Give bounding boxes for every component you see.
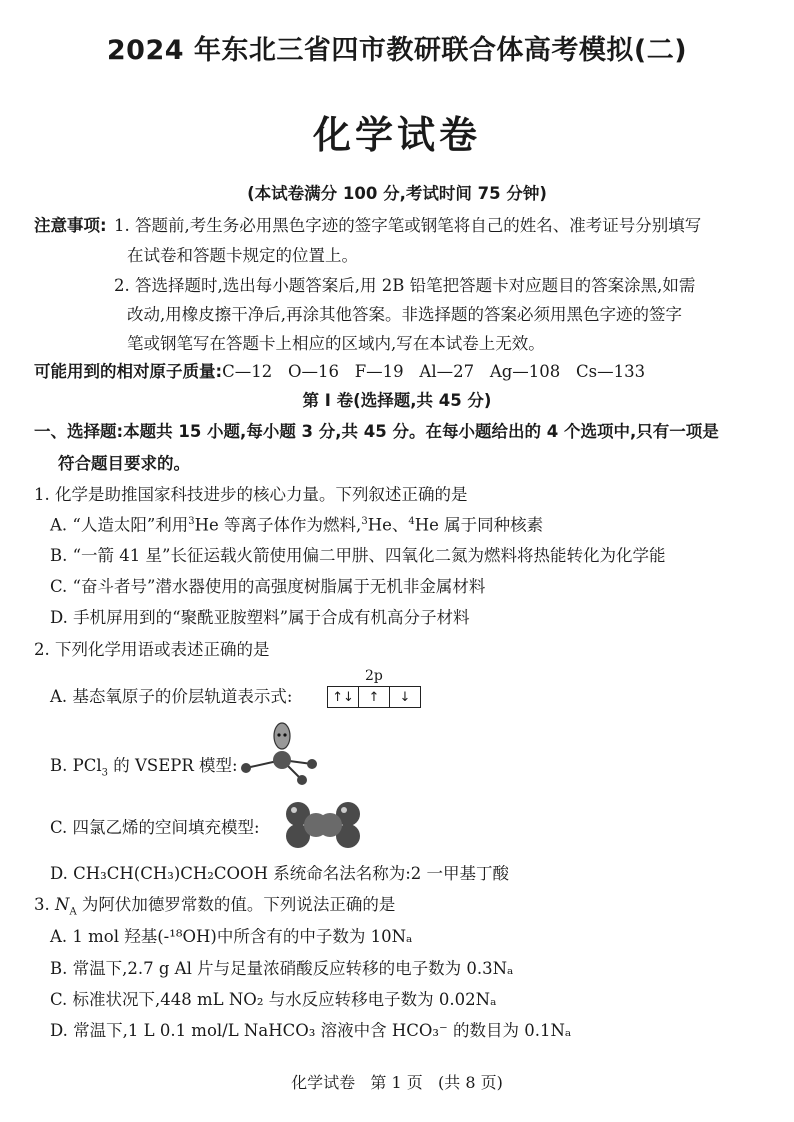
atomic-mass-label: 可能用到的相对原子质量: — [34, 362, 223, 381]
exam-title: 2024 年东北三省四市教研联合体高考模拟(二) — [106, 35, 688, 66]
q3-option-c: C. 标准状况下,448 mL NO₂ 与水反应转移电子数为 0.02Nₐ — [50, 990, 497, 1009]
lone-pair-dot — [283, 733, 286, 736]
highlight — [341, 807, 347, 813]
orbital-cell: ↑ — [359, 687, 390, 707]
outer-atom — [307, 759, 317, 769]
q2-option-a: A. 基态氧原子的价层轨道表示式: — [50, 687, 293, 706]
q3-option-d: D. 常温下,1 L 0.1 mol/L NaHCO₃ 溶液中含 HCO₃⁻ 的数目为 0.1Nₐ — [50, 1021, 572, 1040]
vsepr-model-image — [232, 722, 322, 788]
note-2-line-3: 笔或钢笔写在答题卡上相应的区域内,写在本试卷上无效。 — [127, 334, 545, 353]
exam-info: (本试卷满分 100 分,考试时间 75 分钟) — [247, 184, 547, 203]
orbital-label: 2p — [365, 668, 383, 684]
lone-pair-lobe — [274, 723, 290, 749]
q3-option-b: B. 常温下,2.7 g Al 片与足量浓硝酸反应转移的电子数为 0.3Nₐ — [50, 959, 514, 978]
page-footer: 化学试卷 第 1 页 (共 8 页) — [291, 1073, 503, 1092]
q1-option-a: A. “人造太阳”利用$^3$He 等离子体作为燃料,$^3$He、$^4$He 属于同种核素 — [50, 515, 544, 535]
note-1-line-1: 1. 答题前,考生务必用黑色字迹的签字笔或钢笔将自己的姓名、准考证号分别填写 — [114, 216, 702, 235]
note-2-line-1: 2. 答选择题时,选出每小题答案后,用 2B 铅笔把答题卡对应题目的答案涂黑,如需 — [114, 276, 696, 295]
orbital-diagram — [327, 686, 421, 708]
highlight — [291, 807, 297, 813]
q1-option-b: B. “一箭 41 星”长征运载火箭使用偏二甲肼、四氧化二氮为燃料将热能转化为化学能 — [50, 546, 666, 565]
note-2-line-2: 改动,用橡皮擦干净后,再涂其他答案。非选择题的答案必须用黑色字迹的签字 — [127, 305, 682, 324]
notes-label: 注意事项: — [34, 216, 107, 235]
outer-atom — [241, 763, 251, 773]
q1-stem: 1. 化学是助推国家科技进步的核心力量。下列叙述正确的是 — [34, 485, 468, 504]
section-1-intro-line-2: 符合题目要求的。 — [58, 454, 190, 473]
atomic-mass-values: C—12 O—16 F—19 Al—27 Ag—108 Cs—133 — [222, 362, 646, 381]
orbital-cell: ↓ — [399, 689, 411, 705]
note-1-line-2: 在试卷和答题卡规定的位置上。 — [127, 246, 358, 265]
subject-title: 化学试卷 — [312, 113, 481, 157]
orbital-cell: ↑↓ — [328, 687, 359, 707]
lone-pair-dot — [277, 733, 280, 736]
q1-option-d: D. 手机屏用到的“聚酰亚胺塑料”属于合成有机高分子材料 — [50, 608, 470, 627]
q2-stem: 2. 下列化学用语或表述正确的是 — [34, 640, 270, 659]
q2-option-c: C. 四氯乙烯的空间填充模型: — [50, 818, 260, 837]
q1-option-c: C. “奋斗者号”潜水器使用的高强度树脂属于无机非金属材料 — [50, 577, 486, 596]
outer-atom — [297, 775, 307, 785]
space-filling-model-image — [282, 800, 364, 850]
atomic-mass-line — [34, 364, 645, 381]
q3-stem: 3. $N_A$ 为阿伏加德罗常数的值。下列说法正确的是 — [34, 895, 396, 918]
q3-option-a: A. 1 mol 羟基(-¹⁸OH)中所含有的中子数为 10Nₐ — [50, 927, 413, 946]
section-1-intro-line-1: 一、选择题:本题共 15 小题,每小题 3 分,共 45 分。在每小题给出的 4 个选项中,只有一项是 — [34, 422, 719, 441]
central-atom — [273, 751, 291, 769]
carbon-atom — [318, 813, 342, 837]
section-1-title: 第 Ⅰ 卷(选择题,共 45 分) — [302, 391, 492, 410]
q2-option-b: B. PCl$_3$ 的 VSEPR 模型: — [50, 756, 238, 779]
q2-option-d: D. CH₃CH(CH₃)CH₂COOH 系统命名法名称为:2 一甲基丁酸 — [50, 864, 510, 883]
